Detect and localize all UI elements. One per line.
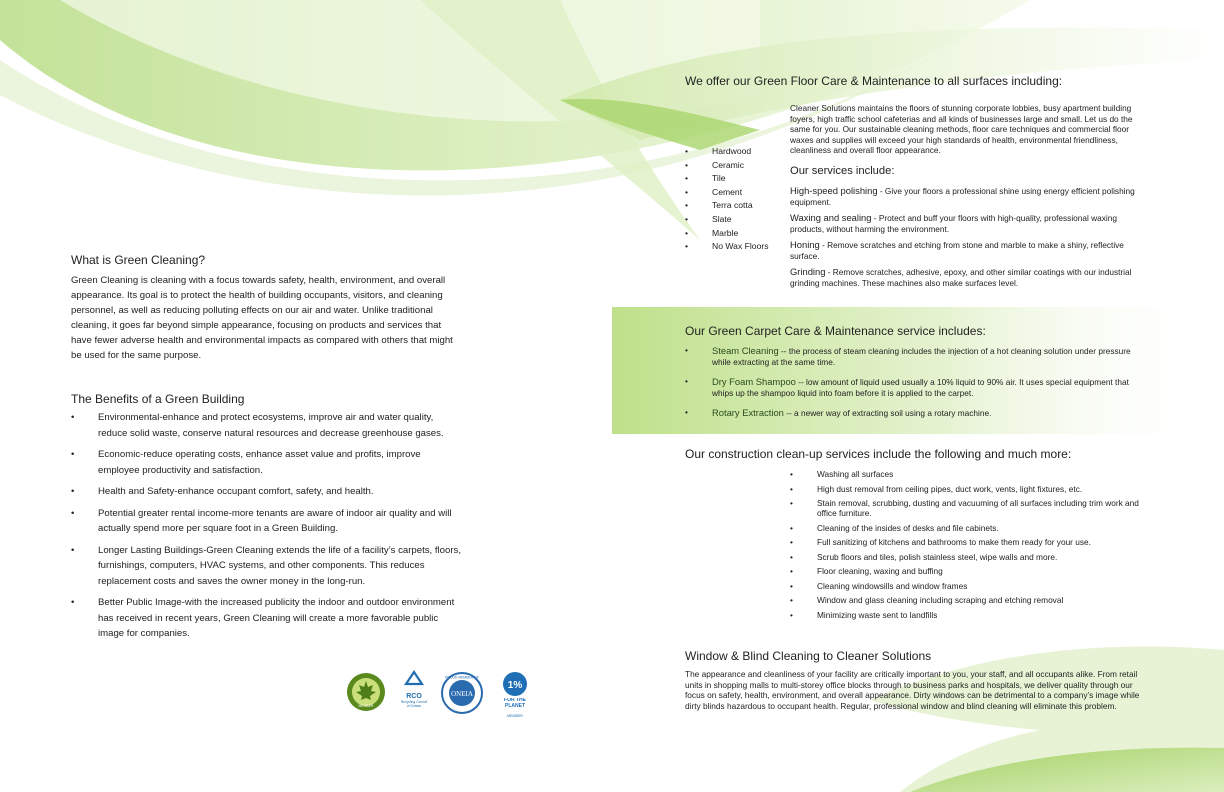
list-item: • Stain removal, scrubbing, dusting and vacuuming of all surfaces including trim work and office furniture. [790,498,1155,519]
window-title: Window & Blind Cleaning to Cleaner Solutions [685,649,932,663]
svg-text:MEMBER: MEMBER [507,714,523,718]
list-item: • Economic-reduce operating costs, enhance asset value and profits, improve employee productivity and satisfaction. [71,447,461,478]
recycle-icon: RCO Recycling Council of Ontario [400,668,428,720]
list-item: • Floor cleaning, waxing and buffing [790,566,1155,576]
list-item: • Marble [685,227,785,241]
carpet-item-desc: -- a newer way of extracting soil using a rotary machine. [783,408,992,418]
list-item: • Tile [685,172,785,186]
service-name: Grinding [790,266,826,277]
service-name: Waxing and sealing [790,212,872,223]
carpet-item-desc: -- low amount of liquid used usually a 10% liquid to 90% air. It uses special equipment that whips up the shampoo liquid into foam before it is applied to the carpet. [712,377,1129,398]
services-title: Our services include: [790,165,895,177]
list-item [685,407,1135,419]
service-desc: - Remove scratches, adhesive, epoxy, and other similar coatings with our industrial grinding machines. These machines also make surfaces level. [790,267,1132,288]
list-item: • Scrub floors and tiles, polish stainless steel, wipe walls and more. [790,552,1155,562]
construction-title: Our construction clean-up services include the following and much more: [685,447,1072,461]
service-name: High-speed polishing [790,185,878,196]
list-item: • Cement [685,186,785,200]
list-item: • Full sanitizing of kitchens and bathrooms to make them ready for your use. [790,537,1155,547]
service-name: Honing [790,239,820,250]
service-desc: - Protect and buff your floors with high-quality, professional waxing products, without harming the environment. [790,213,1117,234]
list-item: • Health and Safety-enhance occupant comfort, safety, and health. [71,484,461,500]
maple-leaf-icon [346,672,386,716]
list-item: • Potential greater rental income-more tenants are aware of indoor air quality and will actually spend more per square foot in a Green Building. [71,506,461,537]
floor-title: We offer our Green Floor Care & Maintenance to all surfaces including: [685,74,1063,88]
one-percent-icon: 1% FOR THE PLANET MEMBER [496,670,534,720]
carpet-item-desc: -- the process of steam cleaning includes the injection of a hot cleaning solution under pressure while extracting at the same time. [712,346,1131,367]
carpet-list [685,345,1135,427]
floor-intro: Cleaner Solutions maintains the floors of stunning corporate lobbies, busy apartment building foyers, high traffic school cafeterias and all kinds of businesses large and small. Let us do the same for you. Our sustainable cleaning methods, floor care techniques and commercial floor waxes and supplies will exceed your high standards of health, environmental friendliness, cleanliness and overall floor appearance. [790,103,1133,155]
carpet-item-name: Rotary Extraction [712,407,784,418]
service-desc: - Remove scratches and etching from stone and marble to make a shiny, reflective surface. [790,240,1124,261]
list-item: • Cleaning of the insides of desks and file cabinets. [790,523,1155,533]
oneia-seal-icon [440,670,484,716]
list-item: • Better Public Image-with the increased publicity the indoor and outdoor environment has received in recent years, Green Cleaning will create a more favorable public image for companies. [71,595,461,642]
list-item: • Window and glass cleaning including scraping and etching removal [790,595,1155,605]
list-item: • Hardwood [685,145,785,159]
service-desc: - Give your floors a professional shine using energy efficient polishing equipment. [790,186,1135,207]
service-item [790,240,1152,261]
one-percent-logo [496,670,534,720]
carpet-item-name: Dry Foam Shampoo [712,376,796,387]
carpet-item-name: Steam Cleaning [712,345,779,356]
service-item [790,213,1152,234]
surfaces-list [685,145,785,254]
list-item: • Ceramic [685,159,785,173]
list-item: • Cleaning windowsills and window frames [790,581,1155,591]
benefits-title: The Benefits of a Green Building [71,392,245,406]
oneia-logo [440,670,484,716]
rco-logo [400,668,428,720]
benefits-list [71,410,461,648]
what-title: What is Green Cleaning? [71,253,206,267]
services-list [790,180,1152,288]
list-item: • High dust removal from ceiling pipes, duct work, vents, light fixtures, etc. [790,484,1155,494]
list-item: • Environmental-enhance and protect ecosystems, improve air and water quality, reduce solid waste, conserve natural resources and decrease greenhouse gases. [71,410,461,441]
list-item: • Minimizing waste sent to landfills [790,610,1155,620]
list-item: • Slate [685,213,785,227]
window-body: The appearance and cleanliness of your facility are critically important to you, your staff, and all occupants alike. From retail units in shopping malls to multi-storey office blocks through to business parks and hospitals, we deliver quality through our focus on safety, health, environment, and overall appearance. Dirty windows can be detrimental to a company’s image while dirty blinds hazardous to occupant health. Regular, professional window and blind cleaning will eliminate this problem. [685,669,1140,711]
svg-text:ONEIA: ONEIA [451,690,473,698]
svg-text:PROUD MEMBER OF: PROUD MEMBER OF [445,675,479,680]
what-body: Green Cleaning is cleaning with a focus towards safety, health, environment, and overall appearance. Its goal is to protect the health of building occupants, visitors, and cleaning personnel, as well as reducing polluting effects on our air and water. Unlike traditional cleaning, it goes far beyond simple appearance, focusing on products and services that have fewer adverse health and environmental impacts as compared with others that might be used for the same purpose. [71,275,453,361]
maple-leaf-logo [346,672,386,716]
list-item [685,376,1135,399]
svg-text:1%: 1% [507,680,523,691]
list-item: • Washing all surfaces [790,469,1155,479]
construction-list [790,469,1155,624]
service-item [790,267,1152,288]
list-item: • Terra cotta [685,199,785,213]
service-item [790,186,1152,207]
carpet-title: Our Green Carpet Care & Maintenance service includes: [685,324,986,338]
list-item: • No Wax Floors [685,240,785,254]
list-item [685,345,1135,368]
list-item: • Longer Lasting Buildings-Green Cleaning extends the life of a facility’s carpets, floors, furnishings, computers, HVAC systems, and other components. This reduces replacement costs and saves the owner money in the long-run. [71,543,461,590]
svg-text:RCO: RCO [406,693,422,700]
svg-text:MEMBER: MEMBER [358,704,374,708]
